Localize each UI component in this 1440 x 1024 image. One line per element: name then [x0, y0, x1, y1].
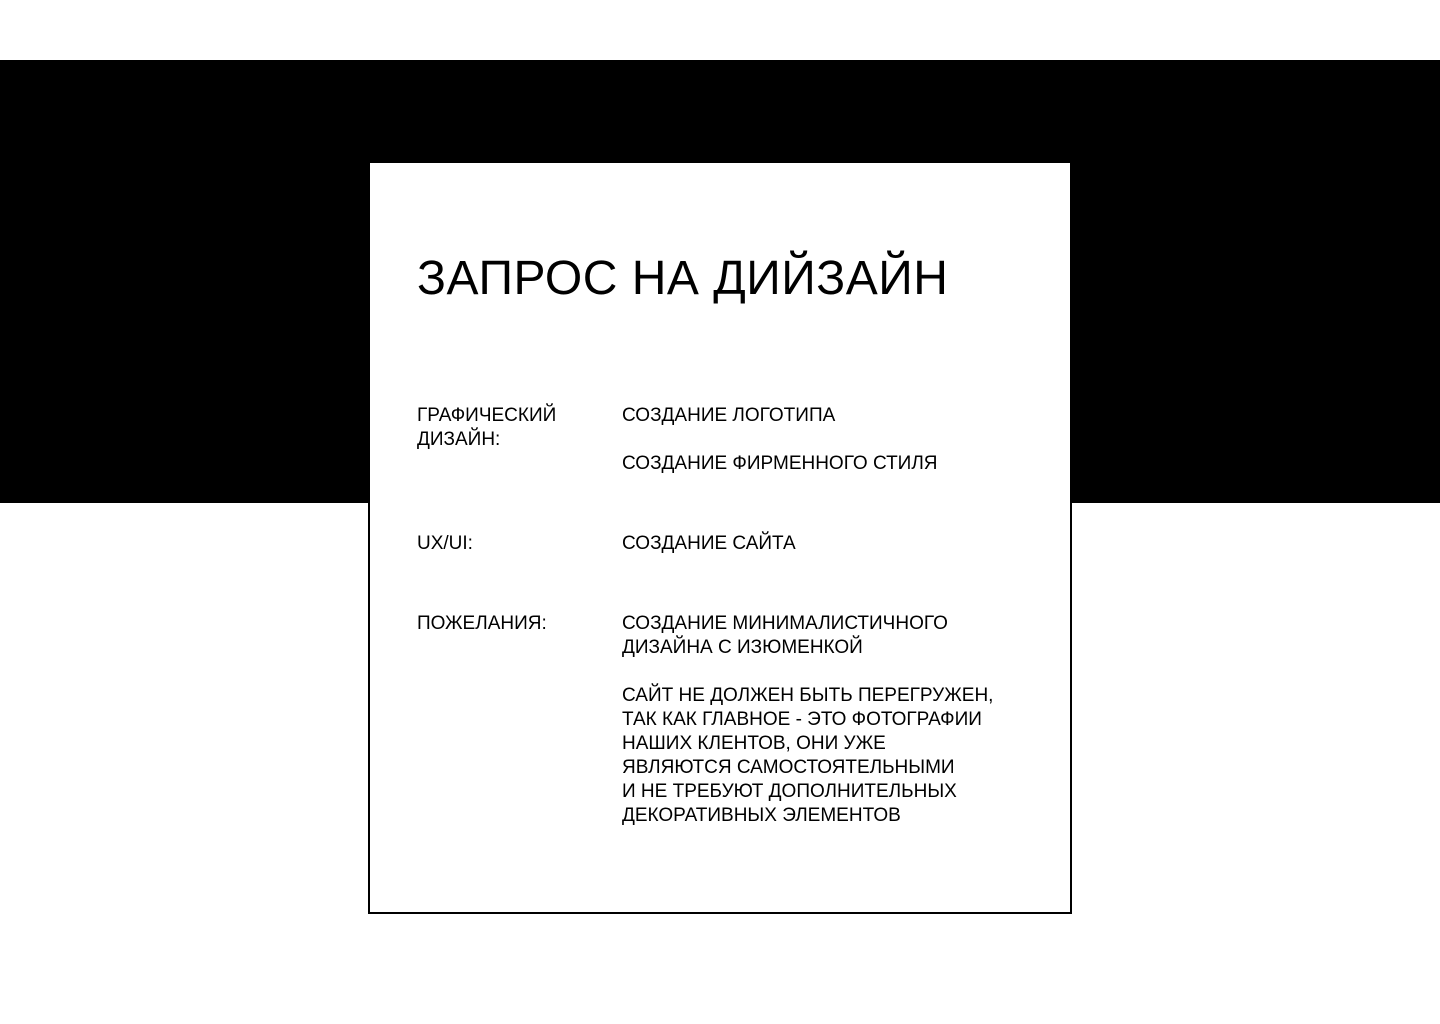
row-value-site-requirements: САЙТ НЕ ДОЛЖЕН БЫТЬ ПЕРЕГРУЖЕН, ТАК КАК ГЛАВНОЕ - ЭТО ФОТОГРАФИИ НАШИХ КЛЕНТОВ, ОНИ УЖЕ ЯВЛЯЮТСЯ САМОСТОЯТЕЛЬНЫМИ И НЕ ТРЕБУЮТ ДОПОЛНИТЕЛЬНЫХ ДЕКОРАТИВНЫХ ЭЛЕМЕНТОВ: [622, 685, 994, 826]
row-value-logo: СОЗДАНИЕ ЛОГОТИПА: [622, 405, 836, 426]
row-label-wishes: ПОЖЕЛАНИЯ:: [417, 613, 547, 634]
row-values-graphic-design: [622, 404, 1042, 476]
row-value-minimalist-design: СОЗДАНИЕ МИНИМАЛИСТИЧНОГО ДИЗАЙНА С ИЗЮМЕНКОЙ: [622, 613, 948, 658]
card-title: ЗАПРОС НА ДИЙЗАЙН: [417, 252, 949, 305]
design-request-card: [368, 161, 1072, 914]
row-values-wishes: [622, 612, 1042, 828]
row-label-graphic-design: ГРАФИЧЕСКИЙ ДИЗАЙН:: [417, 405, 557, 450]
row-label-ux-ui: UX/UI:: [417, 533, 473, 554]
row-value-website: СОЗДАНИЕ САЙТА: [622, 533, 796, 554]
row-values-ux-ui: [622, 532, 1042, 556]
row-value-brand-style: СОЗДАНИЕ ФИРМЕННОГО СТИЛЯ: [622, 453, 938, 474]
